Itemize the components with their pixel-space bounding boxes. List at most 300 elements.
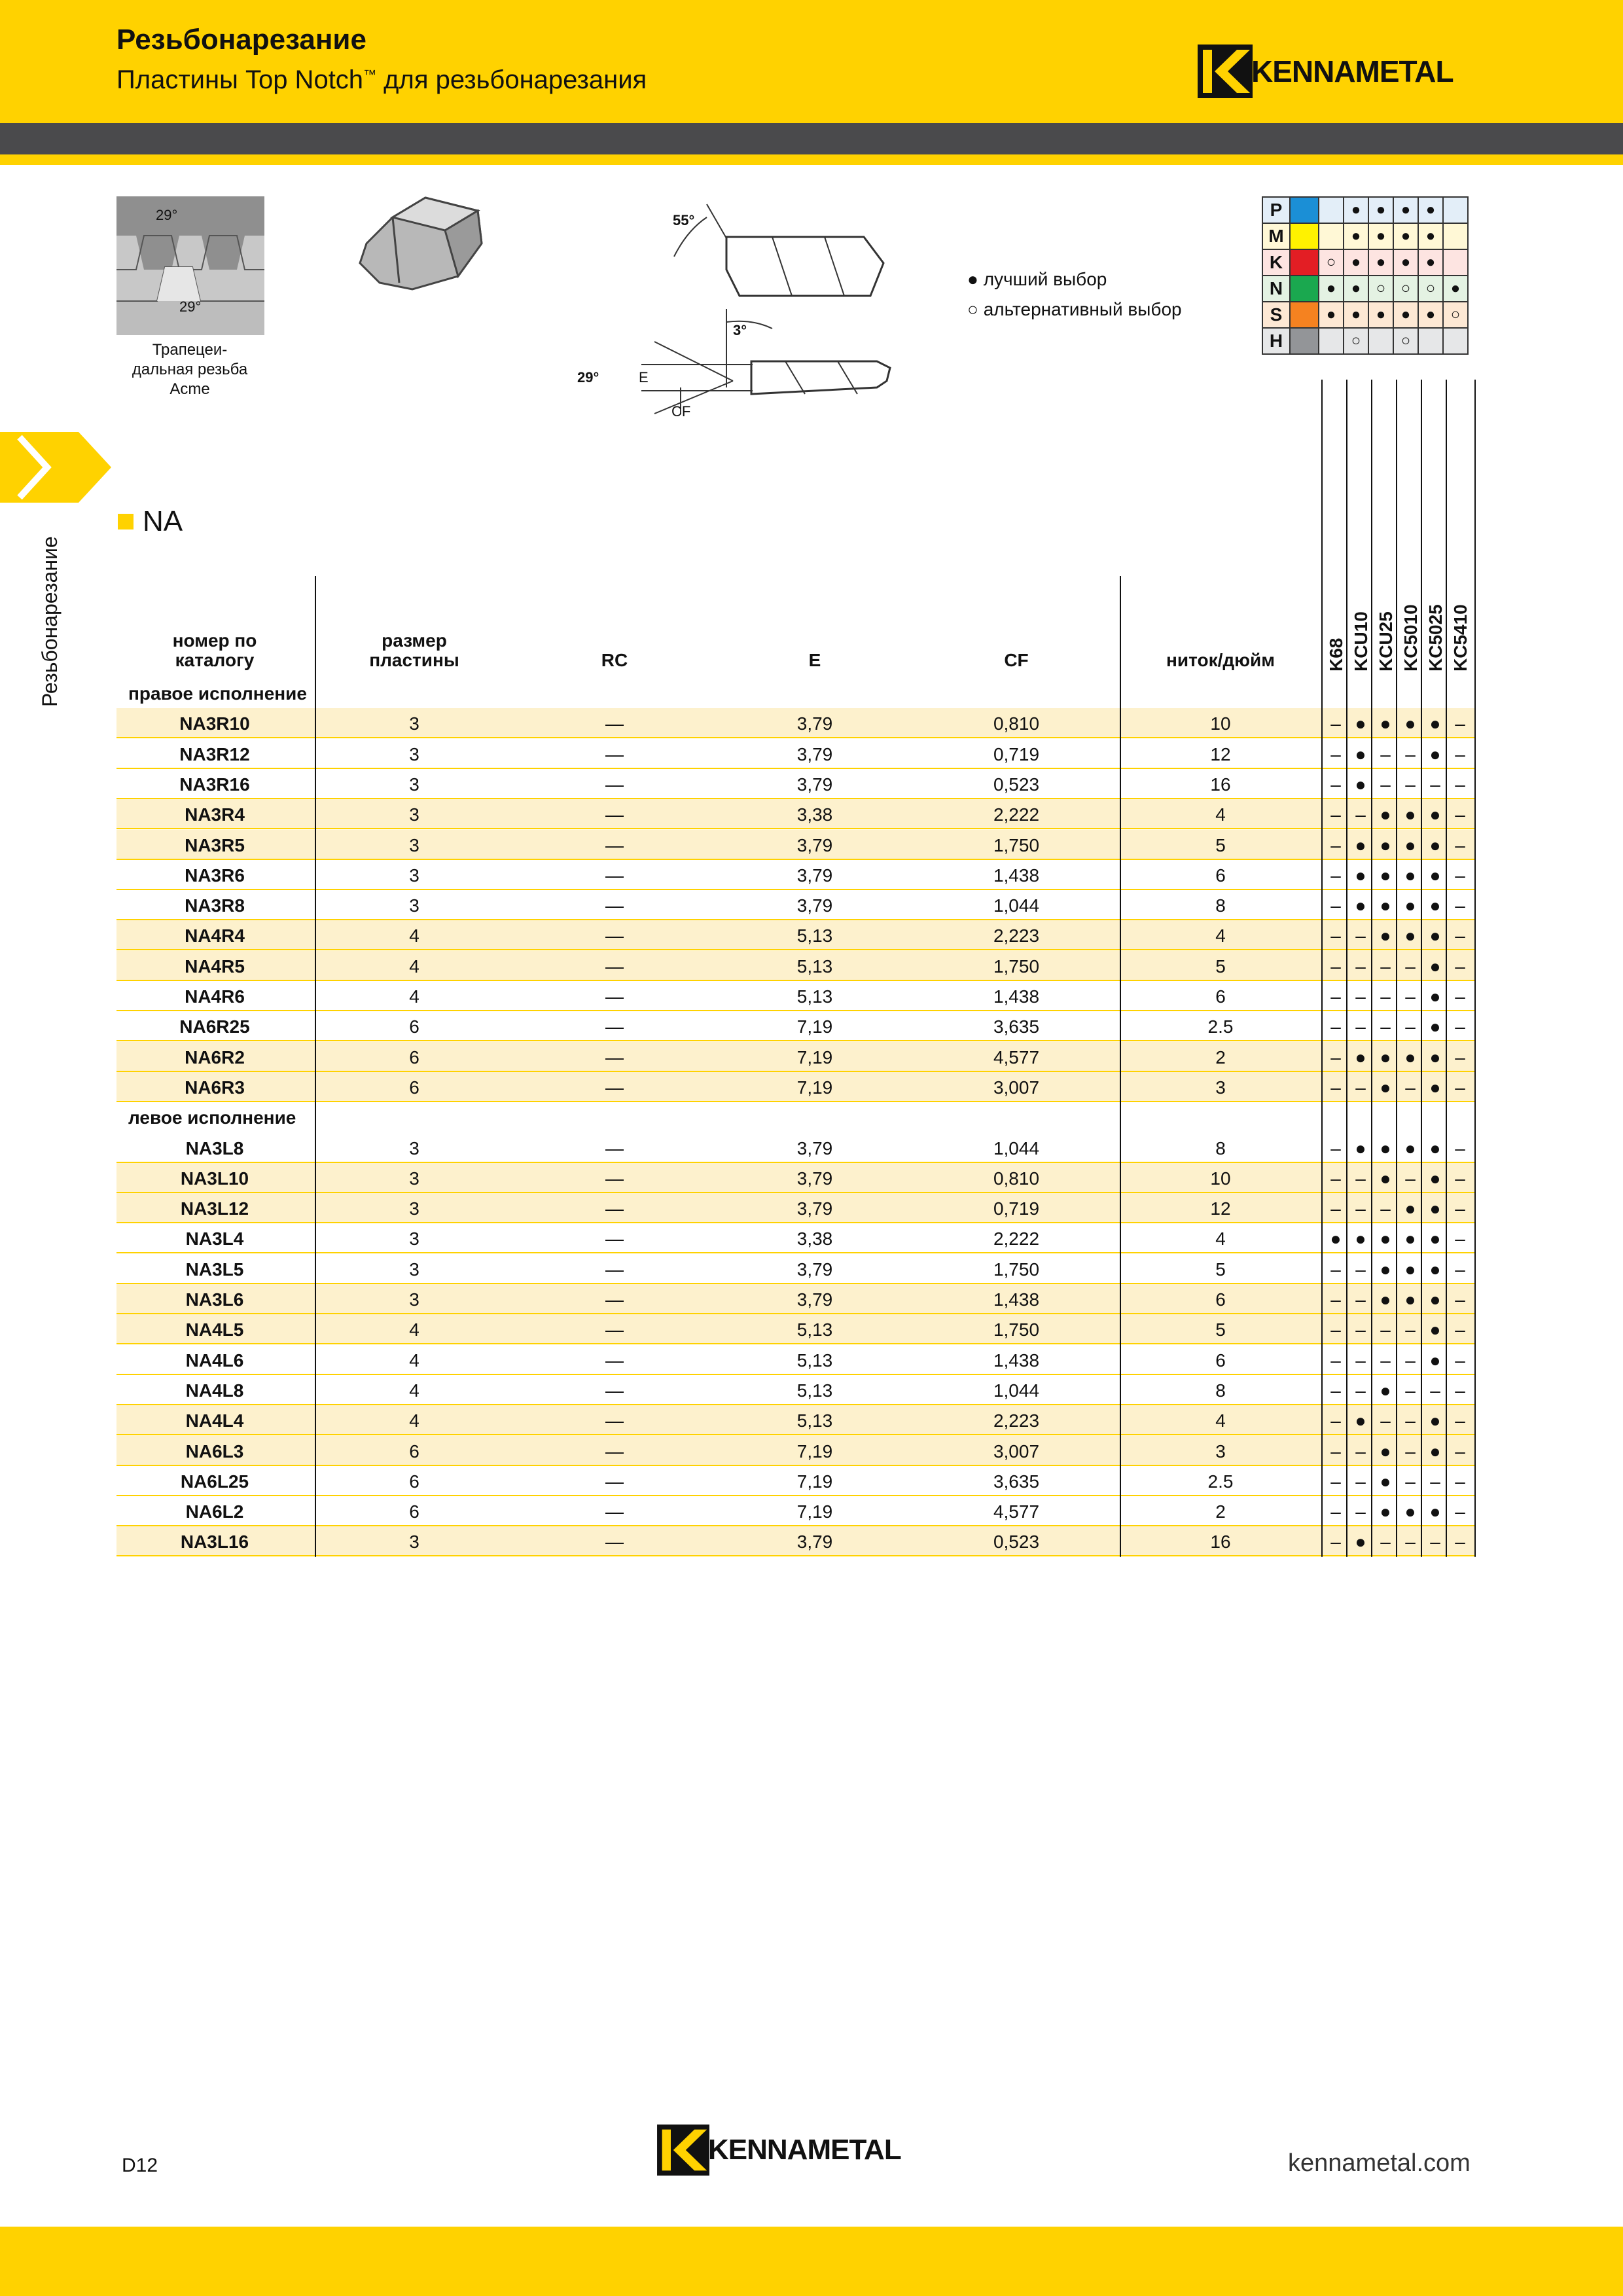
tpi-value: 4 [1215,1410,1226,1431]
dimension-cf-label: CF [671,403,691,420]
catalog-number: NA4R4 [185,925,245,946]
grade-cell: – [1455,1501,1465,1522]
grade-cell: – [1405,1471,1416,1492]
group-heading-label: правое исполнение [128,683,307,704]
rc-value: — [605,1441,624,1462]
cf-value: 3,635 [993,1016,1040,1037]
catalog-number: NA3R16 [179,774,250,795]
material-grade-cell: ● [1393,197,1418,223]
cf-value: 2,222 [993,804,1040,825]
grade-cell: – [1355,1380,1366,1401]
grade-cell: – [1330,1168,1341,1189]
grade-cell: ● [1404,1229,1416,1249]
tpi-value: 3 [1215,1441,1226,1462]
grade-cell: – [1455,956,1465,977]
grade-cell: ● [1429,1350,1441,1371]
e-value: 3,79 [796,1259,833,1280]
catalog-number: NA3L6 [185,1289,244,1310]
header-grade-kc5025: KC5025 [1425,604,1446,672]
grade-cell: ● [1429,1229,1441,1249]
insert-size: 3 [409,713,419,734]
tpi-value: 2 [1215,1047,1226,1067]
cf-value: 4,577 [993,1047,1040,1067]
e-value: 3,79 [796,834,833,855]
grade-cell: – [1405,1380,1416,1401]
rc-value: — [605,1380,624,1401]
grade-cell: – [1405,1441,1416,1462]
grade-cell: – [1455,1229,1465,1249]
material-grade-cell: ● [1368,302,1393,328]
grade-cell: – [1455,804,1465,825]
grade-cell: ● [1380,1259,1391,1280]
e-value: 3,79 [796,865,833,886]
grade-cell: – [1455,1380,1465,1401]
grade-cell: – [1455,1471,1465,1492]
tpi-value: 16 [1210,774,1231,795]
grade-cell: – [1455,895,1465,916]
e-value: 3,79 [796,895,833,916]
material-grade-cell: ○ [1393,276,1418,302]
tpi-value: 12 [1210,1198,1231,1219]
cf-value: 3,635 [993,1471,1040,1492]
thread-angle-bottom: 29° [179,298,202,315]
grade-cell: – [1405,1350,1416,1371]
rc-value: — [605,1198,624,1219]
rc-value: — [605,744,624,764]
grade-cell: ● [1429,744,1441,764]
header-catalog-line: номер по [172,630,257,651]
legend-alternative-label: альтернативный выбор [983,299,1182,319]
grade-cell: – [1455,1289,1465,1310]
grade-cell: – [1405,1319,1416,1340]
grade-cell: ● [1404,1501,1416,1522]
grade-cell: – [1380,986,1391,1007]
catalog-number: NA4L5 [185,1319,244,1340]
rc-value: — [605,1077,624,1098]
grade-cell: ● [1404,925,1416,946]
material-grade-cell: ● [1368,249,1393,276]
grade-cell: – [1330,1380,1341,1401]
tpi-value: 3 [1215,1077,1226,1098]
material-grade-cell: ● [1418,223,1443,249]
grade-cell: – [1455,1077,1465,1098]
grade-cell: – [1405,1016,1416,1037]
catalog-number: NA3L10 [180,1168,249,1189]
rc-value: — [605,1471,624,1492]
tpi-value: 8 [1215,1138,1226,1158]
grade-cell: – [1455,1168,1465,1189]
footer-brand-wordmark: KENNAMETAL [708,2134,901,2166]
catalog-number: NA3R8 [185,895,245,916]
material-letter: P [1262,197,1290,223]
thread-caption-line: дальная резьба [132,361,248,378]
insert-size: 4 [409,1319,419,1340]
insert-size: 4 [409,925,419,946]
grade-cell: ● [1429,1319,1441,1340]
tpi-value: 12 [1210,744,1231,764]
hollow-dot-icon: ○ [967,299,978,319]
grade-cell: – [1455,1259,1465,1280]
grade-cell: ● [1380,1289,1391,1310]
tpi-value: 5 [1215,834,1226,855]
material-grade-cell: ● [1393,223,1418,249]
catalog-number: NA3R12 [179,744,250,764]
material-grade-cell: ● [1418,302,1443,328]
rc-value: — [605,1229,624,1249]
e-value: 5,13 [796,1319,833,1340]
grade-cell: ● [1429,1047,1441,1067]
rc-value: — [605,1138,624,1158]
e-value: 5,13 [796,1350,833,1371]
grade-cell: – [1330,956,1341,977]
grade-cell: ● [1404,1289,1416,1310]
header-size-line: размер [382,630,447,651]
insert-size: 3 [409,1198,419,1219]
grade-cell: – [1330,1138,1341,1158]
e-value: 3,79 [796,1138,833,1158]
header-grade-kcu10: KCU10 [1351,611,1371,672]
e-value: 3,79 [796,1198,833,1219]
cf-value: 1,750 [993,956,1040,977]
tpi-value: 8 [1215,895,1226,916]
section-title-text: NA [143,505,183,537]
tpi-value: 2 [1215,1501,1226,1522]
rc-value: — [605,834,624,855]
cf-value: 1,750 [993,1319,1040,1340]
grade-cell: ● [1404,834,1416,855]
grade-cell: – [1455,1532,1465,1552]
insert-size: 3 [409,1532,419,1552]
insert-size: 3 [409,1229,419,1249]
grade-cell: – [1330,1319,1341,1340]
material-letter: S [1262,302,1290,328]
tpi-value: 2.5 [1207,1471,1234,1492]
thread-caption-line: Acme [169,380,210,398]
grade-cell: ● [1404,1198,1416,1219]
grade-cell: – [1355,1259,1366,1280]
insert-size: 4 [409,1410,419,1431]
grade-cell: ● [1380,1168,1391,1189]
rc-value: — [605,713,624,734]
grade-cell: ● [1355,1138,1366,1158]
grade-cell: – [1330,1532,1341,1552]
cf-value: 3,007 [993,1441,1040,1462]
tpi-value: 4 [1215,925,1226,946]
rc-value: — [605,774,624,795]
rc-value: — [605,1350,624,1371]
grade-cell: – [1455,865,1465,886]
grade-cell: ● [1380,1047,1391,1067]
grade-cell: – [1330,1410,1341,1431]
grade-cell: – [1355,986,1366,1007]
cf-value: 4,577 [993,1501,1040,1522]
grade-cell: – [1405,956,1416,977]
grade-cell: ● [1355,1047,1366,1067]
grade-cell: – [1330,1441,1341,1462]
grade-cell: – [1380,1410,1391,1431]
grade-cell: ● [1380,1229,1391,1249]
grade-cell: – [1330,986,1341,1007]
insert-size: 3 [409,1168,419,1189]
cf-value: 1,044 [993,895,1040,916]
grade-cell: – [1380,1198,1391,1219]
catalog-number: NA6L25 [180,1471,249,1492]
e-value: 3,38 [796,804,833,825]
grade-cell: ● [1404,1259,1416,1280]
header-rc: RC [601,650,628,670]
grade-cell: – [1455,1410,1465,1431]
material-letter: M [1262,223,1290,249]
grade-cell: – [1380,956,1391,977]
grade-cell: ● [1429,865,1441,886]
grade-cell: – [1405,774,1416,795]
insert-size: 3 [409,774,419,795]
grade-cell: – [1405,744,1416,764]
material-grade-cell: ○ [1393,328,1418,354]
e-value: 5,13 [796,986,833,1007]
grade-cell: – [1430,1471,1440,1492]
grade-cell: ● [1355,1532,1366,1552]
grade-cell: – [1330,774,1341,795]
cf-value: 1,044 [993,1380,1040,1401]
grade-cell: – [1380,1319,1391,1340]
rc-value: — [605,1501,624,1522]
tpi-value: 5 [1215,1319,1226,1340]
grade-cell: – [1330,744,1341,764]
grade-cell: ● [1380,834,1391,855]
thread-caption-line: Трапецеи- [152,341,228,359]
cf-value: 1,438 [993,1350,1040,1371]
grade-cell: – [1330,713,1341,734]
insert-size: 6 [409,1501,419,1522]
catalog-number: NA3L4 [185,1229,244,1249]
catalog-number: NA6L2 [185,1501,244,1522]
material-grade-cell: ● [1418,197,1443,223]
material-grade-cell: ○ [1368,276,1393,302]
thread-angle-top: 29° [156,207,178,223]
grade-cell: – [1330,1471,1341,1492]
angle-29-label: 29° [577,369,599,386]
tpi-value: 6 [1215,986,1226,1007]
grade-cell: ● [1330,1229,1342,1249]
grade-cell: – [1330,834,1341,855]
rc-value: — [605,804,624,825]
kennametal-mark-icon [657,2125,709,2176]
insert-size: 6 [409,1077,419,1098]
rc-value: — [605,1289,624,1310]
e-value: 3,79 [796,1289,833,1310]
cf-value: 2,223 [993,925,1040,946]
grade-cell: ● [1380,1501,1391,1522]
dimension-e-label: E [639,369,649,386]
filled-dot-icon: ● [967,269,978,289]
grade-cell: – [1355,1289,1366,1310]
grade-cell: ● [1355,744,1366,764]
cf-value: 0,810 [993,713,1040,734]
e-value: 5,13 [796,956,833,977]
tpi-value: 5 [1215,956,1226,977]
grade-cell: – [1330,1350,1341,1371]
tpi-value: 4 [1215,1229,1226,1249]
grade-cell: – [1455,1016,1465,1037]
grade-cell: – [1455,986,1465,1007]
grade-cell: – [1355,1319,1366,1340]
grade-cell: ● [1429,1077,1441,1098]
grade-cell: – [1355,1168,1366,1189]
grade-cell: ● [1404,1047,1416,1067]
catalog-number: NA6R25 [179,1016,250,1037]
insert-size: 6 [409,1016,419,1037]
insert-size: 3 [409,865,419,886]
rc-value: — [605,925,624,946]
grade-cell: ● [1355,895,1366,916]
material-grade-cell: ○ [1319,249,1344,276]
insert-size: 4 [409,1380,419,1401]
rc-value: — [605,986,624,1007]
insert-size: 4 [409,986,419,1007]
tpi-value: 16 [1210,1532,1231,1552]
grade-cell: ● [1429,956,1441,977]
material-letter: K [1262,249,1290,276]
page-title: Резьбонарезание [116,24,366,56]
grade-cell: ● [1429,1410,1441,1431]
insert-size: 4 [409,956,419,977]
grade-cell: ● [1429,986,1441,1007]
grade-cell: – [1430,1532,1440,1552]
material-grade-cell: ● [1344,276,1368,302]
footer-brand-logo [657,2125,901,2176]
grade-cell: – [1380,744,1391,764]
grade-cell: – [1355,1077,1366,1098]
grade-cell: ● [1429,1168,1441,1189]
material-grade-cell: ● [1319,276,1344,302]
grade-cell: – [1355,1441,1366,1462]
catalog-number: NA4L6 [185,1350,244,1371]
insert-size: 6 [409,1047,419,1067]
catalog-number: NA3R4 [185,804,245,825]
tpi-value: 10 [1210,1168,1231,1189]
material-grade-cell: ● [1418,249,1443,276]
e-value: 7,19 [796,1047,833,1067]
website-link[interactable]: kennametal.com [1288,2149,1471,2177]
catalog-number: NA4R6 [185,986,245,1007]
cf-value: 0,523 [993,1532,1040,1552]
grade-cell: ● [1429,1138,1441,1158]
material-grade-cell: ● [1344,302,1368,328]
header-tpi: ниток/дюйм [1166,650,1275,670]
rc-value: — [605,865,624,886]
grade-cell: ● [1380,925,1391,946]
grade-cell: ● [1380,713,1391,734]
material-grade-cell: ● [1443,276,1468,302]
e-value: 3,79 [796,1168,833,1189]
legend-best-label: лучший выбор [983,269,1107,289]
grade-cell: – [1380,1350,1391,1371]
catalog-number: NA3R6 [185,865,245,886]
e-value: 7,19 [796,1501,833,1522]
tpi-value: 6 [1215,1289,1226,1310]
e-value: 3,79 [796,744,833,764]
grade-cell: ● [1429,834,1441,855]
e-value: 3,79 [796,774,833,795]
catalog-number: NA4L4 [185,1410,244,1431]
grade-cell: ● [1404,713,1416,734]
grade-cell: – [1405,986,1416,1007]
material-grade-cell: ● [1368,223,1393,249]
cf-value: 1,750 [993,834,1040,855]
header-grade-k68: K68 [1326,637,1346,672]
rc-value: — [605,1259,624,1280]
grade-cell: – [1405,1532,1416,1552]
insert-size: 3 [409,804,419,825]
grade-cell: – [1330,1198,1341,1219]
header-grade-kc5410: KC5410 [1450,604,1471,672]
material-grade-cell: ○ [1443,302,1468,328]
grade-cell: ● [1429,1501,1441,1522]
brand-wordmark: KENNAMETAL [1251,54,1454,88]
material-grade-cell: ○ [1418,276,1443,302]
e-value: 7,19 [796,1441,833,1462]
grade-cell: ● [1355,865,1366,886]
grade-cell: – [1330,895,1341,916]
insert-size: 3 [409,1259,419,1280]
material-grade-cell: ● [1368,197,1393,223]
material-grade-cell: ● [1393,302,1418,328]
grade-cell: – [1330,1501,1341,1522]
grade-cell: – [1455,774,1465,795]
tpi-value: 10 [1210,713,1231,734]
grade-cell: ● [1380,865,1391,886]
catalog-number: NA3L12 [180,1198,249,1219]
grade-cell: – [1380,1016,1391,1037]
rc-value: — [605,1410,624,1431]
header-grade-kc5010: KC5010 [1400,604,1421,672]
insert-size: 6 [409,1471,419,1492]
grade-cell: – [1355,1198,1366,1219]
cf-value: 1,438 [993,986,1040,1007]
header-grade-kcu25: KCU25 [1376,611,1396,672]
grade-cell: – [1430,774,1440,795]
grade-cell: ● [1355,774,1366,795]
cf-value: 0,719 [993,744,1040,764]
grade-cell: – [1380,774,1391,795]
catalog-number: NA3L5 [185,1259,244,1280]
subtitle-rest: для резьбонарезания [376,65,647,94]
grade-cell: – [1355,956,1366,977]
grade-cell: ● [1429,895,1441,916]
page-number: D12 [122,2155,158,2176]
grade-cell: ● [1380,1471,1391,1492]
cf-value: 2,223 [993,1410,1040,1431]
grade-cell: ● [1429,1259,1441,1280]
grade-cell: – [1330,1047,1341,1067]
grade-cell: ● [1380,895,1391,916]
angle-3-label: 3° [733,322,747,338]
tpi-value: 6 [1215,1350,1226,1371]
grade-cell: – [1355,925,1366,946]
material-grade-cell: ● [1344,223,1368,249]
e-value: 3,79 [796,713,833,734]
material-grade-cell: ● [1319,302,1344,328]
grade-cell: – [1455,1319,1465,1340]
subtitle-text: Пластины Top Notch [116,65,364,94]
header-catalog-line: каталогу [175,650,255,670]
grade-cell: ● [1429,804,1441,825]
angle-55-label: 55° [673,212,695,228]
insert-size: 3 [409,1138,419,1158]
grade-cell: ● [1429,925,1441,946]
cf-value: 0,719 [993,1198,1040,1219]
